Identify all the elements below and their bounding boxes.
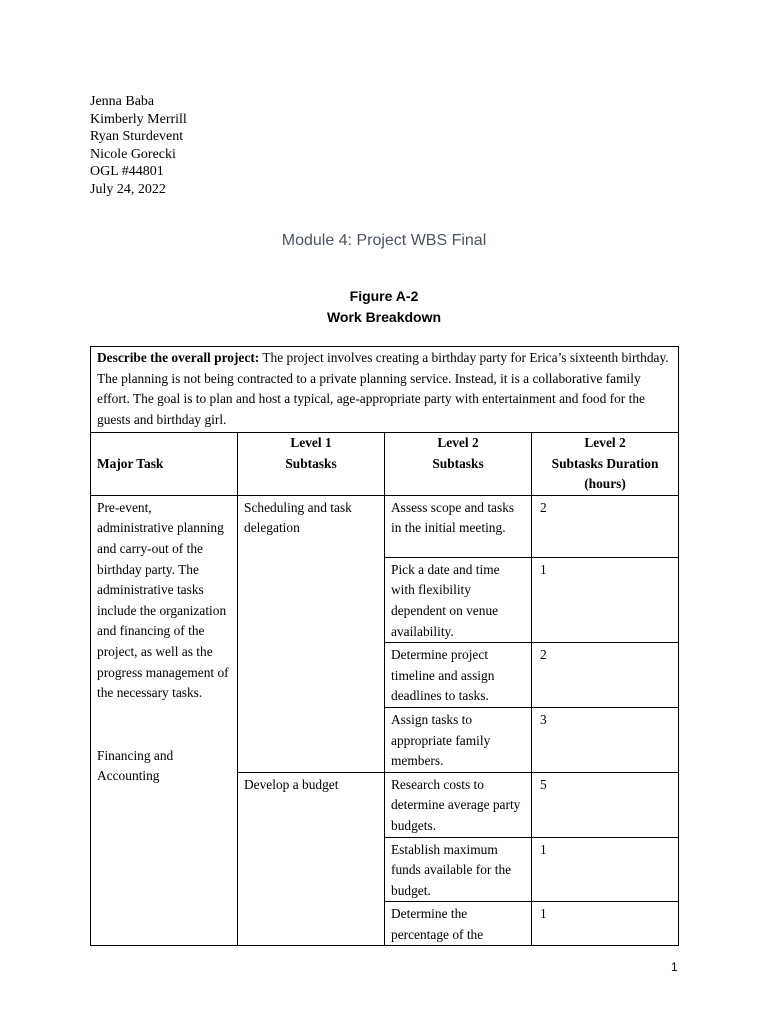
level2-subtask: Research costs to determine average party budgets. xyxy=(385,772,532,837)
course-code: OGL #44801 xyxy=(90,164,164,180)
description-row xyxy=(91,347,679,433)
author-block xyxy=(90,93,187,199)
header-major-task: Major Task xyxy=(91,433,238,496)
major-task-financing: Financing and Accounting xyxy=(97,747,174,784)
level2-subtask: Assign tasks to appropriate family members. xyxy=(385,707,532,772)
header-level2-subtasks: Level 2 Subtasks xyxy=(385,433,532,496)
author-name: Ryan Sturdevent xyxy=(90,129,184,145)
duration-hours: 2 xyxy=(532,643,679,708)
duration-hours: 1 xyxy=(532,902,679,946)
author-name: Kimberly Merrill xyxy=(90,111,187,127)
level2-subtask: Assess scope and tasks in the initial meeting. xyxy=(385,495,532,557)
duration-hours: 1 xyxy=(532,837,679,902)
project-description-cell xyxy=(91,347,679,433)
work-breakdown-table xyxy=(90,346,679,946)
level1-scheduling: Scheduling and task delegation xyxy=(238,495,385,772)
figure-label: Figure A-2 xyxy=(349,288,419,304)
level2-subtask: Pick a date and time with flexibility dependent on venue availability. xyxy=(385,557,532,642)
figure-caption: Work Breakdown xyxy=(326,309,442,325)
level2-subtask: Establish maximum funds available for the budget. xyxy=(385,837,532,902)
major-task-preevent: Pre-event, administrative planning and carry-out of the birthday party. The administrative tasks include the organization and financing of the project, as well as the progress management of the necessary tasks. xyxy=(97,499,229,701)
author-name: Jenna Baba xyxy=(90,94,155,109)
duration-hours: 3 xyxy=(532,707,679,772)
table-row xyxy=(91,495,679,557)
author-name: Nicole Gorecki xyxy=(90,146,176,162)
document-date: July 24, 2022 xyxy=(90,181,166,197)
major-task-cell xyxy=(91,495,238,946)
header-level1-subtasks: Level 1 Subtasks xyxy=(238,433,385,496)
header-row xyxy=(91,433,679,496)
level2-subtask: Determine project timeline and assign deadlines to tasks. xyxy=(385,643,532,708)
figure-heading xyxy=(0,286,768,328)
level1-budget: Develop a budget xyxy=(238,772,385,946)
header-duration: Level 2 Subtasks Duration (hours) xyxy=(532,433,679,496)
duration-hours: 1 xyxy=(532,557,679,642)
page-number: 1 xyxy=(671,960,678,974)
description-text: The project involves creating a birthday party for Erica’s sixteenth birthday. The planning is not being contracted to a private planning service. Instead, it is a collaborative family effort. The goal is to plan and host a typical, age-appropriate party with entertainment and food for the guests and birthday girl. xyxy=(97,350,669,427)
duration-hours: 2 xyxy=(532,495,679,557)
module-title: Module 4: Project WBS Final xyxy=(281,232,487,249)
description-label: Describe the overall project: xyxy=(97,350,260,365)
level2-subtask: Determine the percentage of the xyxy=(385,902,532,946)
duration-hours: 5 xyxy=(532,772,679,837)
